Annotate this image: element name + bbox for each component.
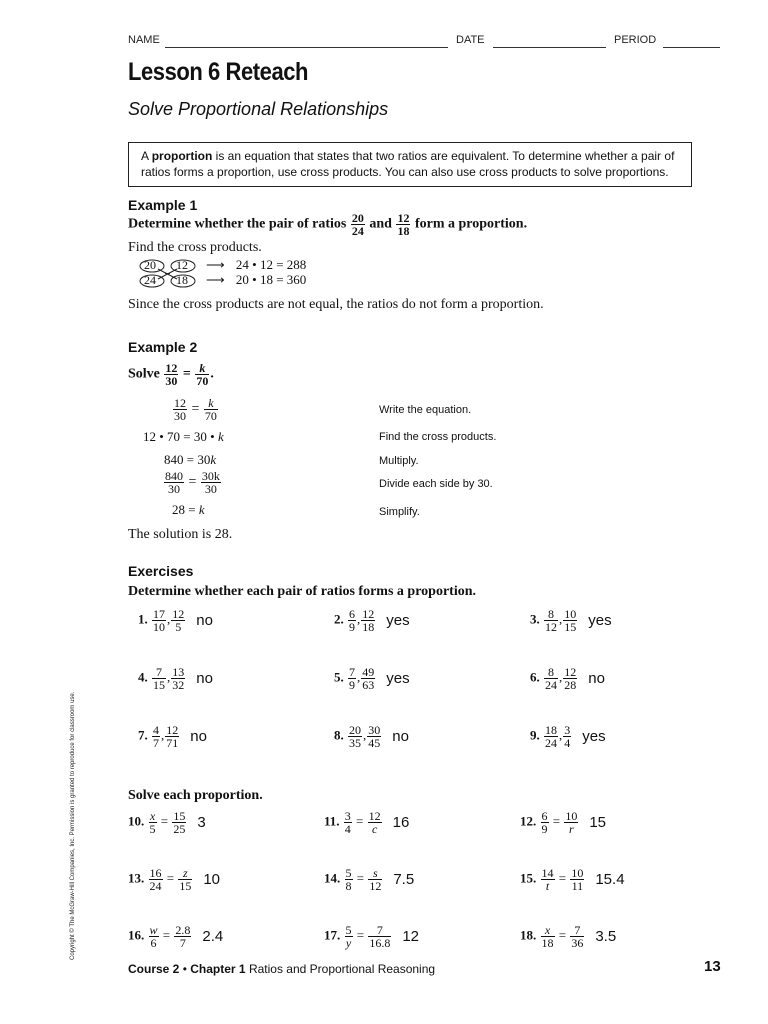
- equals-sign: =: [188, 474, 197, 490]
- exercise-answer: no: [190, 728, 207, 745]
- cross-product-row-1: [206, 257, 306, 273]
- fraction: [172, 810, 186, 835]
- equals-sign: =: [182, 366, 191, 382]
- fraction: [165, 724, 179, 749]
- cross-top-right: 12: [176, 258, 188, 272]
- fraction: [563, 608, 577, 633]
- fraction-denominator: 25: [173, 822, 186, 836]
- fraction-denominator: 30: [204, 482, 217, 496]
- exercise-number: 13.: [128, 870, 145, 886]
- fraction: [570, 867, 584, 892]
- fraction-denominator: 32: [172, 678, 185, 692]
- cross-bottom-right: 18: [176, 273, 188, 287]
- fraction-numerator: 18: [545, 723, 557, 737]
- example1-find: Find the cross products.: [128, 240, 262, 255]
- period-label: PERIOD: [614, 34, 657, 46]
- fraction-denominator: 16.8: [369, 936, 391, 950]
- arrow-right-icon: ⟶: [206, 257, 225, 272]
- fraction: [152, 608, 166, 633]
- cross-product-2: 20 • 18 = 360: [235, 272, 307, 287]
- step-1-fraction-b: [204, 397, 218, 422]
- exercise-number: 2.: [334, 611, 344, 627]
- exercise-item: [128, 924, 223, 949]
- exercise-number: 14.: [324, 870, 341, 886]
- exercise-item: [128, 810, 206, 835]
- example1-conclusion: Since the cross products are not equal, the ratios do not form a proportion.: [128, 297, 544, 312]
- fraction-numerator: x: [541, 924, 555, 937]
- fraction: [149, 867, 163, 892]
- footer-bullet: •: [182, 962, 187, 976]
- fraction-numerator: 12: [362, 607, 375, 621]
- name-label: NAME: [128, 34, 160, 46]
- fraction: [367, 724, 381, 749]
- equals-sign: =: [353, 870, 368, 886]
- fraction-numerator: 10: [565, 809, 578, 823]
- fraction-denominator: 9: [349, 678, 355, 692]
- exercise-item: [530, 724, 606, 749]
- equals-sign: =: [555, 870, 570, 886]
- fraction: [361, 666, 375, 691]
- definition-text: is an equation that states that two ratios are equivalent. To determine whether a pair of ratios forms a proportion, use cross products. You can also use cross products to solve proportions.: [141, 149, 675, 179]
- fraction-numerator: z: [178, 867, 192, 880]
- fraction-numerator: 49: [362, 665, 375, 679]
- exercise-item: [334, 724, 409, 749]
- fraction: [368, 924, 391, 949]
- exercise-answer: 2.4: [202, 928, 224, 945]
- fraction-denominator: 70: [196, 374, 209, 388]
- fraction: [564, 810, 578, 835]
- fraction-numerator: 12: [172, 607, 185, 621]
- fraction-numerator: 7: [152, 666, 166, 679]
- step-4-note: Divide each side by 30.: [379, 478, 493, 490]
- fraction-denominator: 18: [541, 936, 554, 950]
- step-3-note: Multiply.: [379, 455, 419, 467]
- fraction-numerator: 12: [368, 809, 381, 823]
- step-5-equation: [172, 502, 205, 518]
- step-3-equation: [164, 452, 216, 468]
- fraction: [368, 810, 382, 835]
- exercise-answer: no: [392, 728, 409, 745]
- exercise-item: [138, 724, 207, 749]
- fraction: [544, 666, 558, 691]
- exercise-item: [138, 608, 213, 633]
- name-field[interactable]: [165, 47, 448, 48]
- fraction-denominator: t: [545, 879, 550, 893]
- fraction-denominator: 12: [369, 879, 382, 893]
- step-4-fraction-b: [201, 470, 221, 495]
- exercise-answer: 3: [197, 814, 206, 831]
- fraction-denominator: 9: [349, 620, 355, 634]
- period-mark: .: [210, 366, 214, 382]
- step-2-variable: k: [217, 429, 224, 444]
- fraction-denominator: 30: [168, 482, 180, 496]
- cross-product-1: 24 • 12 = 288: [235, 257, 307, 272]
- fraction-denominator: 70: [204, 409, 217, 423]
- fraction-denominator: 5: [175, 620, 182, 634]
- example1-ratio1: [351, 212, 365, 237]
- example1-prompt: [128, 212, 527, 237]
- fraction-denominator: 4: [344, 822, 351, 836]
- fraction-numerator: 15: [173, 809, 186, 823]
- fraction-numerator: 20: [349, 723, 361, 737]
- fraction-numerator: 6: [349, 607, 355, 621]
- fraction-denominator: 63: [362, 678, 375, 692]
- fraction: [152, 666, 166, 691]
- page-subtitle: Solve Proportional Relationships: [128, 99, 389, 119]
- step-5-note: Simplify.: [379, 506, 420, 518]
- fraction-denominator: 45: [368, 736, 381, 750]
- fraction-numerator: 12: [165, 361, 178, 375]
- fraction-numerator: 6: [541, 809, 548, 823]
- step-1-fraction-a: [173, 397, 187, 422]
- fraction-denominator: 10: [153, 620, 165, 634]
- step-4-equation: [163, 470, 222, 495]
- fraction-numerator: 20: [351, 211, 364, 225]
- equals-sign: =: [549, 813, 564, 829]
- fraction-numerator: 5: [345, 923, 352, 937]
- step-1-note: Write the equation.: [379, 404, 472, 416]
- fraction-denominator: 12: [545, 620, 557, 634]
- definition-prefix: A: [141, 149, 152, 163]
- cross-product-row-2: [206, 272, 306, 288]
- fraction-numerator: s: [368, 867, 382, 880]
- exercise-number: 10.: [128, 813, 145, 829]
- fraction-denominator: 15: [153, 678, 165, 692]
- fraction: [348, 608, 356, 633]
- exercise-number: 9.: [530, 727, 540, 743]
- footer-course: Course 2: [128, 962, 180, 976]
- fraction-denominator: 24: [545, 736, 557, 750]
- exercise-answer: yes: [588, 612, 612, 629]
- fraction-denominator: 15: [179, 879, 192, 893]
- fraction-numerator: 840: [165, 469, 183, 483]
- fraction-numerator: 8: [544, 666, 558, 679]
- cross-top-left: 20: [144, 258, 156, 272]
- fraction-numerator: 3: [344, 809, 351, 823]
- fraction-numerator: 30: [368, 723, 381, 737]
- exercise-number: 17.: [324, 927, 341, 943]
- step-2-equation: [143, 429, 224, 445]
- fraction-denominator: 15: [564, 620, 577, 634]
- fraction-numerator: 12: [166, 723, 179, 737]
- fraction: [174, 924, 191, 949]
- exercise-answer: 10: [203, 871, 221, 888]
- comma-separator: ,: [167, 611, 171, 627]
- arrow-right-icon: ⟶: [206, 272, 225, 287]
- fraction-denominator: 11: [571, 879, 584, 893]
- equals-sign: =: [159, 927, 174, 943]
- fraction-numerator: k: [204, 397, 218, 410]
- fraction-numerator: 12: [397, 211, 410, 225]
- fraction-denominator: 6: [150, 936, 157, 950]
- fraction-numerator: 5: [345, 866, 352, 880]
- fraction-denominator: 28: [564, 678, 577, 692]
- equals-sign: =: [191, 401, 200, 417]
- comma-separator: ,: [357, 611, 361, 627]
- fraction-denominator: 9: [541, 822, 548, 836]
- copyright-notice: Copyright © The McGraw-Hill Companies, Inc. Permission is granted to reproduce for classroom use.: [70, 691, 76, 960]
- fraction: [544, 724, 558, 749]
- step-2-note: Find the cross products.: [379, 431, 497, 443]
- fraction: [171, 666, 185, 691]
- fraction-numerator: 3: [564, 723, 571, 737]
- exercise-number: 15.: [520, 870, 537, 886]
- fraction-denominator: 36: [571, 936, 584, 950]
- example2-prompt: [128, 362, 214, 387]
- date-label: DATE: [456, 34, 485, 46]
- fraction-denominator: 30: [174, 409, 186, 423]
- fraction: [149, 810, 157, 835]
- fraction: [152, 724, 160, 749]
- exercise-number: 8.: [334, 727, 344, 743]
- exercise-answer: no: [588, 670, 605, 687]
- fraction-numerator: 8: [544, 608, 558, 621]
- fraction-numerator: 12: [174, 396, 186, 410]
- exercise-answer: no: [196, 612, 213, 629]
- exercise-number: 18.: [520, 927, 537, 943]
- exercise-item: [520, 924, 616, 949]
- exercise-number: 7.: [138, 727, 148, 743]
- fraction: [149, 924, 159, 949]
- step-4-fraction-a: [164, 470, 184, 495]
- fraction-denominator: c: [371, 822, 378, 836]
- exercise-answer: 7.5: [393, 871, 415, 888]
- fraction-denominator: 18: [362, 620, 375, 634]
- cross-bottom-left: 24: [144, 273, 156, 287]
- fraction-denominator: r: [569, 822, 574, 836]
- fraction-denominator: 35: [349, 736, 361, 750]
- exercise-item: [530, 666, 605, 691]
- equals-sign: =: [352, 813, 367, 829]
- header-row: [128, 34, 728, 54]
- exercise-number: 11.: [324, 813, 340, 829]
- comma-separator: ,: [357, 669, 361, 685]
- fraction: [344, 810, 352, 835]
- fraction-denominator: 7: [179, 936, 186, 950]
- step-3-variable: k: [210, 452, 217, 467]
- step-5-variable: k: [198, 502, 205, 517]
- exercise-number: 3.: [530, 611, 540, 627]
- definition-term: proportion: [151, 149, 213, 163]
- fraction-numerator: 2.8: [175, 923, 191, 937]
- equals-sign: =: [555, 927, 570, 943]
- fraction-denominator: 24: [545, 678, 557, 692]
- comma-separator: ,: [559, 611, 563, 627]
- exercise-answer: 16: [392, 814, 410, 831]
- example2-solve-word: Solve: [128, 366, 160, 382]
- exercise-answer: yes: [386, 670, 410, 687]
- fraction-denominator: 24: [351, 224, 364, 238]
- exercise-number: 1.: [138, 611, 148, 627]
- fraction-denominator: y: [345, 936, 352, 950]
- fraction-denominator: 5: [149, 822, 156, 836]
- comma-separator: ,: [167, 669, 171, 685]
- fraction-numerator: 17: [153, 607, 165, 621]
- fraction: [348, 724, 362, 749]
- fraction: [544, 608, 558, 633]
- example1-prompt-a: Determine whether the pair of ratios: [128, 216, 347, 232]
- example1-prompt-mid: and: [369, 216, 392, 232]
- fraction-numerator: 14: [541, 866, 554, 880]
- fraction-numerator: 10: [571, 866, 584, 880]
- exercise-number: 5.: [334, 669, 344, 685]
- fraction: [541, 867, 555, 892]
- exercise-answer: yes: [386, 612, 410, 629]
- exercise-item: [128, 867, 220, 892]
- fraction: [345, 924, 353, 949]
- exercise-number: 6.: [530, 669, 540, 685]
- fraction: [570, 924, 584, 949]
- step-5-lhs: 28 =: [172, 502, 199, 517]
- exercise-answer: 3.5: [595, 928, 617, 945]
- exercises-prompt-2: Solve each proportion.: [128, 788, 263, 803]
- exercise-item: [520, 867, 625, 892]
- fraction-numerator: 30k: [201, 469, 220, 483]
- example1-ratio2: [396, 212, 410, 237]
- exercise-item: [138, 666, 213, 691]
- exercise-answer: yes: [582, 728, 606, 745]
- comma-separator: ,: [363, 727, 367, 743]
- exercise-answer: 12: [402, 928, 420, 945]
- fraction-denominator: 24: [149, 879, 162, 893]
- comma-separator: ,: [559, 669, 563, 685]
- footer-chapter-title: Ratios and Proportional Reasoning: [248, 962, 436, 976]
- exercise-answer: 15.4: [595, 871, 625, 888]
- fraction: [563, 724, 571, 749]
- exercise-item: [334, 666, 410, 691]
- fraction-numerator: k: [195, 362, 209, 375]
- fraction-denominator: 4: [564, 736, 571, 750]
- exercises-heading: Exercises: [128, 563, 194, 579]
- equals-sign: =: [157, 813, 172, 829]
- page-title: Lesson 6 Reteach: [128, 58, 309, 86]
- footer-chapter: Chapter 1: [190, 962, 246, 976]
- period-field[interactable]: [663, 47, 720, 48]
- fraction: [541, 924, 555, 949]
- step-3-lhs: 840 = 30: [164, 452, 211, 467]
- exercise-answer: 15: [589, 814, 607, 831]
- example2-heading: Example 2: [128, 339, 198, 355]
- equals-sign: =: [353, 927, 368, 943]
- exercise-item: [324, 924, 419, 949]
- fraction: [178, 867, 192, 892]
- fraction-numerator: 7: [570, 924, 584, 937]
- fraction-numerator: x: [149, 809, 156, 823]
- page-number: 13: [704, 958, 721, 975]
- step-1-equation: [172, 397, 219, 422]
- fraction: [345, 867, 353, 892]
- fraction-denominator: 8: [345, 879, 352, 893]
- fraction: [361, 608, 375, 633]
- exercise-item: [520, 810, 606, 835]
- cross-product-diagram: [138, 258, 198, 288]
- exercises-prompt-1: Determine whether each pair of ratios forms a proportion.: [128, 584, 476, 599]
- comma-separator: ,: [559, 727, 563, 743]
- example2-solution: The solution is 28.: [128, 527, 233, 542]
- date-field[interactable]: [493, 47, 606, 48]
- fraction-numerator: 13: [172, 665, 185, 679]
- fraction: [368, 867, 382, 892]
- exercise-item: [530, 608, 612, 633]
- exercise-number: 16.: [128, 927, 145, 943]
- exercise-number: 4.: [138, 669, 148, 685]
- example1-heading: Example 1: [128, 197, 198, 213]
- fraction-denominator: 30: [165, 374, 178, 388]
- fraction-numerator: 7: [368, 924, 391, 937]
- exercise-number: 12.: [520, 813, 537, 829]
- fraction-numerator: w: [149, 923, 158, 937]
- fraction: [171, 608, 185, 633]
- exercise-answer: no: [196, 670, 213, 687]
- example2-fraction-b: [195, 362, 209, 387]
- exercise-item: [324, 867, 414, 892]
- fraction-denominator: 18: [397, 224, 410, 238]
- step-2-lhs: 12 • 70 = 30 •: [143, 429, 218, 444]
- exercise-item: [334, 608, 410, 633]
- exercise-item: [324, 810, 409, 835]
- fraction-numerator: 12: [564, 665, 577, 679]
- fraction: [541, 810, 549, 835]
- example1-prompt-b: form a proportion.: [414, 216, 528, 232]
- fraction-numerator: 7: [349, 665, 355, 679]
- footer-course-info: [128, 962, 435, 976]
- fraction-denominator: 71: [166, 736, 179, 750]
- fraction: [563, 666, 577, 691]
- fraction-numerator: 4: [153, 723, 159, 737]
- fraction: [348, 666, 356, 691]
- example2-fraction-a: [164, 362, 178, 387]
- fraction-denominator: 7: [153, 736, 159, 750]
- definition-box: [128, 142, 692, 187]
- fraction-numerator: 16: [149, 866, 162, 880]
- equals-sign: =: [163, 870, 178, 886]
- comma-separator: ,: [161, 727, 165, 743]
- fraction-numerator: 10: [564, 607, 577, 621]
